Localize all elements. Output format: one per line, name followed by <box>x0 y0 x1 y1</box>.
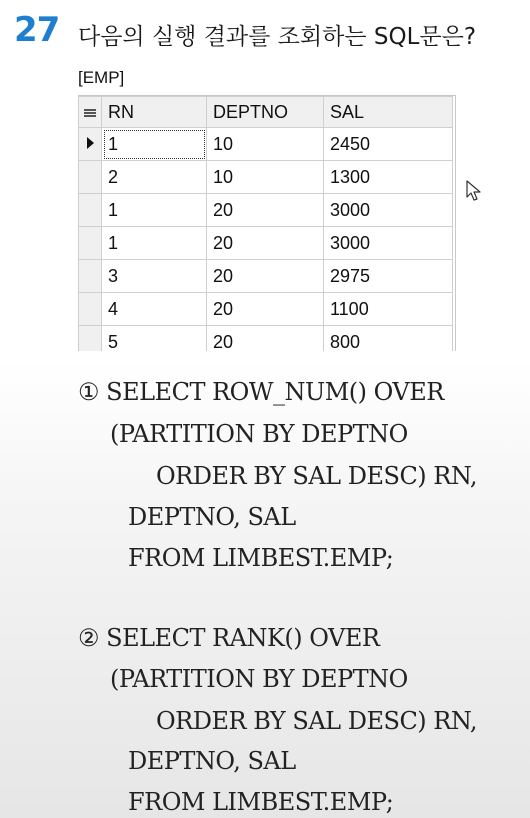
cell-rn[interactable]: 1 <box>102 128 207 161</box>
cell-sal[interactable]: 2975 <box>324 260 453 293</box>
row-indicator <box>79 326 102 352</box>
row-indicator <box>79 194 102 227</box>
cell-sal[interactable]: 800 <box>324 326 453 352</box>
row-indicator <box>79 260 102 293</box>
cell-deptno[interactable]: 10 <box>207 128 324 161</box>
option-2-line-1 <box>78 624 379 652</box>
cell-sal[interactable]: 1300 <box>324 161 453 194</box>
table-label: [EMP] <box>78 68 125 87</box>
option-2-line-1-text: SELECT RANK() OVER <box>106 624 380 652</box>
grid-header-row <box>79 97 453 128</box>
cell-sal[interactable]: 3000 <box>324 194 453 227</box>
question-text: 다음의 실행 결과를 조회하는 SQL문은? <box>78 24 477 50</box>
cell-deptno[interactable]: 20 <box>207 326 324 352</box>
result-grid <box>78 95 456 351</box>
option-2-marker: ② <box>78 624 100 652</box>
table-row[interactable] <box>79 227 453 260</box>
cell-deptno[interactable]: 20 <box>207 227 324 260</box>
cell-deptno[interactable]: 20 <box>207 293 324 326</box>
table-row[interactable] <box>79 326 453 352</box>
column-header-sal[interactable]: SAL <box>324 97 453 128</box>
column-header-rn[interactable]: RN <box>102 97 207 128</box>
option-1-line-4: DEPTNO, SAL <box>128 503 296 531</box>
cell-rn[interactable]: 4 <box>102 293 207 326</box>
table-row[interactable] <box>79 128 453 161</box>
row-indicator <box>79 161 102 194</box>
option-1-line-1 <box>78 378 444 406</box>
option-1-line-3: ORDER BY SAL DESC) RN, <box>156 462 477 490</box>
option-1-marker: ① <box>78 378 100 406</box>
option-2-line-2: (PARTITION BY DEPTNO <box>110 665 408 693</box>
cell-sal[interactable]: 3000 <box>324 227 453 260</box>
option-1-line-2: (PARTITION BY DEPTNO <box>110 420 408 448</box>
option-2-line-4: DEPTNO, SAL <box>128 747 296 775</box>
cell-rn[interactable]: 3 <box>102 260 207 293</box>
column-header-deptno[interactable]: DEPTNO <box>207 97 324 128</box>
cell-rn[interactable]: 2 <box>102 161 207 194</box>
mouse-pointer-icon <box>466 180 482 202</box>
option-1-line-5: FROM LIMBEST.EMP; <box>128 544 394 572</box>
cell-rn[interactable]: 1 <box>102 194 207 227</box>
cell-rn[interactable]: 5 <box>102 326 207 352</box>
option-1-line-1-text: SELECT ROW_NUM() OVER <box>106 378 444 406</box>
table-row[interactable] <box>79 293 453 326</box>
row-indicator <box>79 293 102 326</box>
table-row[interactable] <box>79 194 453 227</box>
table-row[interactable] <box>79 161 453 194</box>
select-all-icon[interactable] <box>79 97 102 128</box>
option-2-line-3: ORDER BY SAL DESC) RN, <box>156 707 477 735</box>
cell-rn[interactable]: 1 <box>102 227 207 260</box>
question-number: 27 <box>14 10 60 50</box>
cell-deptno[interactable]: 20 <box>207 194 324 227</box>
option-2-line-5: FROM LIMBEST.EMP; <box>128 788 394 816</box>
cell-sal[interactable]: 1100 <box>324 293 453 326</box>
cell-sal[interactable]: 2450 <box>324 128 453 161</box>
row-indicator <box>79 227 102 260</box>
cell-deptno[interactable]: 20 <box>207 260 324 293</box>
cell-deptno[interactable]: 10 <box>207 161 324 194</box>
current-row-icon <box>79 128 102 161</box>
table-row[interactable] <box>79 260 453 293</box>
